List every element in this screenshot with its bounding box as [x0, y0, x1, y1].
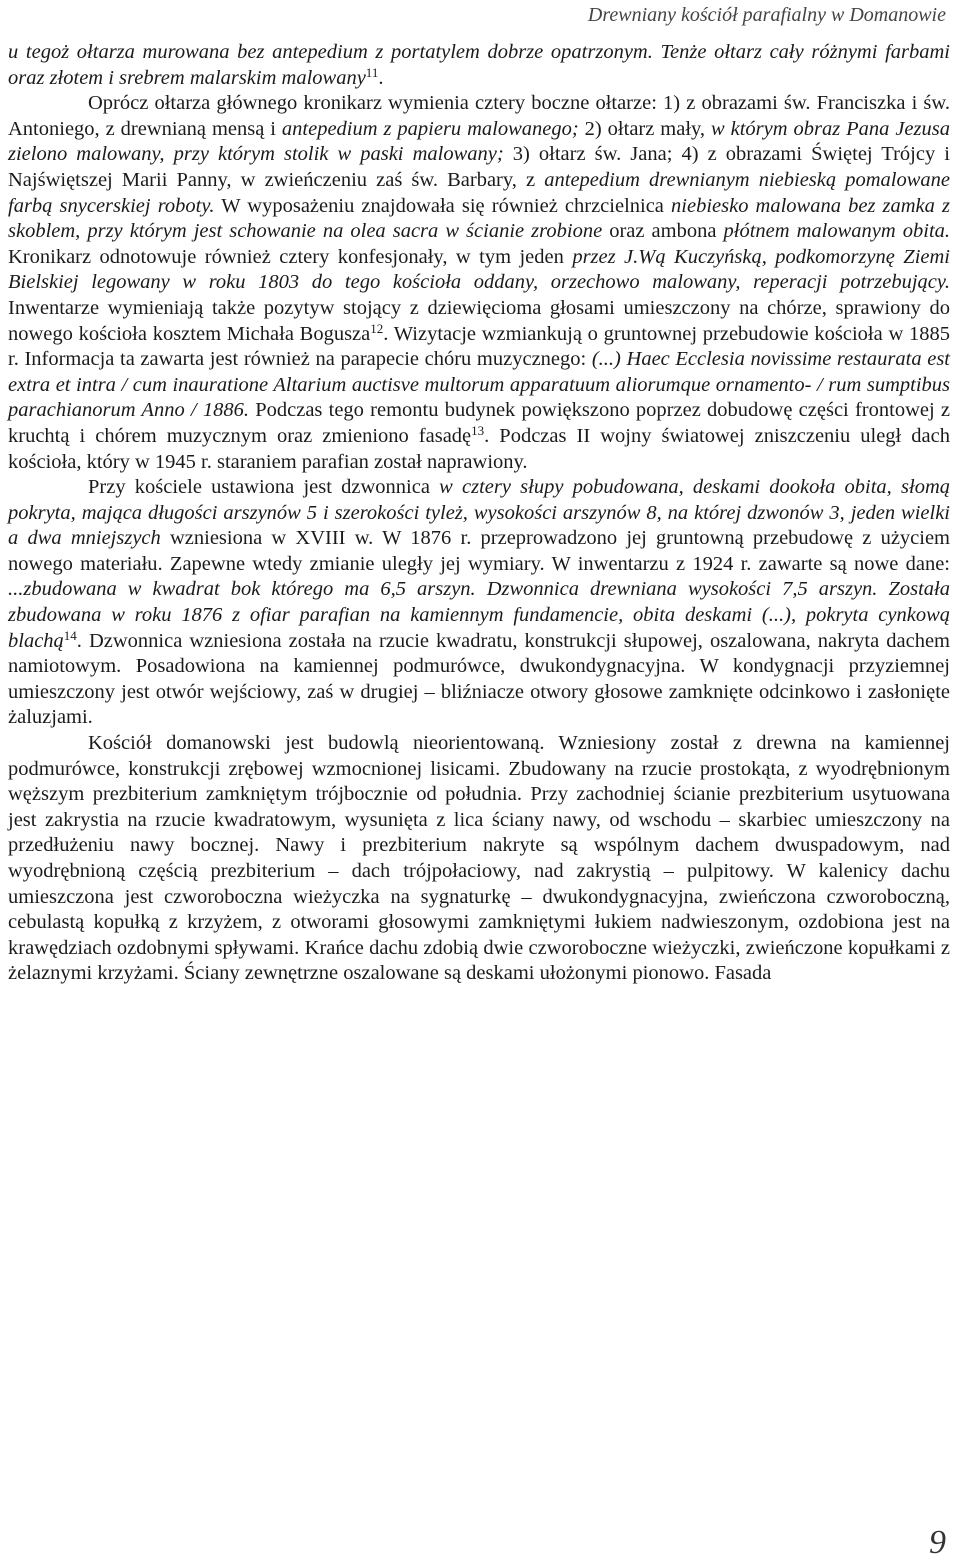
- text-run: 2) ołtarz mały,: [578, 117, 711, 140]
- text-run: Oprócz ołtarza głównego kronikarz wymienia cztery boczne ołtarze: 1) z obrazami św. Franciszka i św. Antoniego, z drewnianą mensą i: [8, 92, 950, 140]
- text-run: . Wizytacje wzmiankują o gruntownej przebudowie kościoła w 1885 r. Informacja ta zawarta jest również na parapecie chóru muzycznego:: [8, 322, 950, 371]
- text-run: wzniesiona w XVIII w. W 1876 r. przeprowadzono jej gruntowną przebudowę z użyciem nowego materiału. Zapewne wtedy zmianie uległy jej wymiary. W inwentarzu z 1924 r. zawarte są nowe dane:: [8, 527, 951, 575]
- italic-text: u tegoż ołtarza murowana bez antepedium z portatylem dobrze opatrzonym. Tenże ołtarz cały różnymi farbami oraz złotem i srebrem malarskim malowany: [8, 41, 950, 89]
- text-run: . Podczas II wojny światowej zniszczeniu uległ dach kościoła, który w 1945 r. staraniem parafian został naprawiony.: [8, 424, 950, 473]
- footnote-ref: 14: [63, 627, 77, 643]
- footnote-ref: 11: [365, 64, 379, 80]
- paragraph: [8, 475, 950, 731]
- page-number: 9: [929, 1524, 946, 1561]
- running-head: Drewniany kościół parafialny w Domanowie: [587, 4, 946, 26]
- italic-text: płótnem malowanym obita.: [723, 220, 951, 243]
- text-run: Kościół domanowski jest budowlą nieorientowaną. Wzniesiony został z drewna na kamiennej podmurówce, konstrukcji zrębowej wzmocnionej lisicami. Zbudowany na rzucie prostokąta, z wyodrębnionym węższym prezbiterium zamkniętym trójbocznie od południa. Przy zachodniej ścianie prezbiterium usytuowana jest zakrystia na rzucie kwadratowym, wysunięta z lica ściany nawy, od wschodu – skarbiec umieszczony na przedłużeniu nawy bocznej. Nawy i prezbiterium nakryte są wspólnym dachem dwuspadowym, nad wyodrębnioną częścią prezbiterium – dach trójpołaciowy, nad zakrystią – pulpitowy. W kalenicy dachu umieszczona jest czworoboczna wieżyczka na sygnaturkę – dwukondygnacyjna, zwieńczona czworoboczną, cebulastą kopułką z krzyżem, z otworami głosowymi zamkniętymi łukiem nadwieszonym, ozdobiona jest na krawędziach ozdobnymi spływami. Krańce dachu zdobią dwie czworoboczne wieżyczki, zwieńczone kopułkami z żelaznymi krzyżami. Ściany zewnętrzne oszalowane są deskami ułożonymi pionowo. Fasada: [8, 732, 950, 985]
- text-run: Inwentarze wymieniają także pozytyw stojący z dziewięcioma głosami umieszczony na chórze, sprawiony do nowego kościoła kosztem Michała Bogusza: [8, 296, 950, 345]
- text-run: Przy kościele ustawiona jest dzwonnica: [88, 476, 440, 499]
- italic-text: w którym obraz Pana Jezusa zielono malowany, przy którym stolik w paski malowany;: [8, 117, 950, 166]
- italic-text: antepedium drewnianym niebieską pomalowane farbą snycerskiej roboty.: [8, 168, 951, 217]
- paragraph: [8, 40, 950, 91]
- italic-text: niebiesko malowana bez zamka z skoblem, przy którym jest schowanie na olea sacra w ścianie zrobione: [8, 194, 950, 243]
- text-run: 3) ołtarz św. Jana; 4) z obrazami Świętej Trójcy i Najświętszej Marii Panny, w zwieńczeniu zaś św. Barbary, z: [8, 143, 950, 191]
- text-run: . Dzwonnica wzniesiona została na rzucie kwadratu, konstrukcji słupowej, oszalowana, nakryta dachem namiotowym. Posadowiona na kamiennej podmurówce, dwukondygnacyjna. W kondygnacji przyziemnej umieszczony jest otwór wejściowy, zaś w drugiej – bliźniacze otwory głosowe zamknięte odcinkowo i zasłonięte żaluzjami.: [8, 629, 950, 729]
- text-run: .: [378, 66, 384, 89]
- text-run: Podczas tego remontu budynek powiększono poprzez dobudowę części frontowej z kruchtą i chórem muzycznym oraz zmieniono fasadę: [8, 399, 951, 447]
- footnote-ref: 13: [471, 422, 485, 438]
- italic-text: antepedium z papieru malowanego;: [281, 117, 579, 140]
- paragraph: [8, 91, 950, 475]
- paragraph: [8, 731, 950, 987]
- body-text: [8, 40, 950, 987]
- footnote-ref: 12: [370, 320, 384, 336]
- italic-text: w cztery słupy pobudowana, deskami dookoła obita, słomą pokryta, mająca długości arszynów 5 i szerokości tyleż, wysokości arszynów 8, na której dzwonów 3, jeden wielki a dwa mniejszych: [8, 476, 950, 550]
- italic-text: przez J.Wą Kuczyńską, podkomorzynę Ziemi Bielskiej legowany w roku 1803 do tego kościoła oddany, orzechowo malowany, reperacji potrzebujący.: [8, 245, 950, 294]
- text-run: Kronikarz odnotowuje również cztery konfesjonały, w tym jeden: [8, 245, 573, 268]
- italic-text: ...zbudowana w kwadrat bok którego ma 6,5 arszyn. Dzwonnica drewniana wysokości 7,5 arszyn. Została zbudowana w roku 1876 z ofiar parafian na kamiennym fundamencie, obita deskami (...), pokryta cynkową blachą: [8, 578, 950, 652]
- text-run: oraz ambona: [602, 220, 724, 243]
- text-run: W wyposażeniu znajdowała się również chrzcielnica: [214, 194, 672, 217]
- italic-text: (...) Haec Ecclesia novissime restaurata est extra et intra / cum inauratione Altarium auctisve multorum apparatuum aliorumque ornamento- / rum sumptibus parachianorum Anno / 1886.: [8, 348, 950, 422]
